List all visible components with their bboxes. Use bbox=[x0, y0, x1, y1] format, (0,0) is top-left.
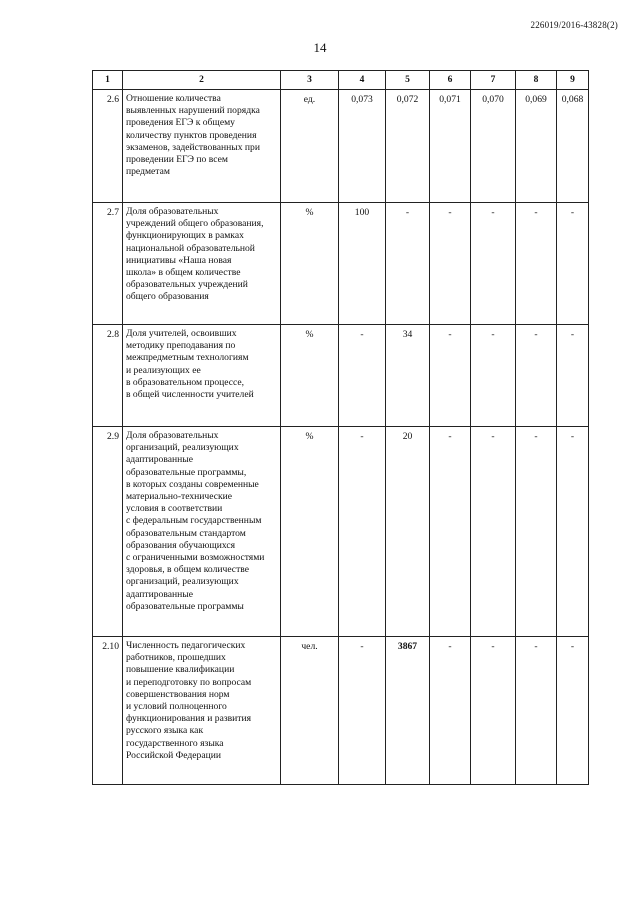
value-cell: 0,071 bbox=[430, 90, 471, 203]
value-cell: - bbox=[339, 325, 386, 427]
row-number: 2.7 bbox=[93, 203, 123, 325]
value-cell: - bbox=[557, 203, 589, 325]
column-header: 1 bbox=[93, 71, 123, 90]
column-header: 2 bbox=[123, 71, 281, 90]
page-number: 14 bbox=[313, 40, 327, 55]
value-cell: - bbox=[557, 637, 589, 785]
indicator-name: Численность педагогических работников, прошедших повышение квалификации и переподготовку по вопросам совершенствования норм и условий полноценного функционирования и развития русского языка как государственного языка Российской Федерации bbox=[123, 637, 281, 785]
unit-cell: % bbox=[281, 427, 339, 637]
column-header: 4 bbox=[339, 71, 386, 90]
column-header: 9 bbox=[557, 71, 589, 90]
unit-cell: % bbox=[281, 325, 339, 427]
value-cell: 0,070 bbox=[471, 90, 516, 203]
value-cell: - bbox=[430, 325, 471, 427]
document-id: 226019/2016-43828(2) bbox=[530, 20, 618, 30]
column-header: 5 bbox=[386, 71, 430, 90]
value-cell: - bbox=[430, 637, 471, 785]
indicator-name: Доля учителей, освоивших методику преподавания по межпредметным технологиям и реализующих ее в образовательном процессе, в общей численности учителей bbox=[123, 325, 281, 427]
value-cell: 0,072 bbox=[386, 90, 430, 203]
value-cell: 100 bbox=[339, 203, 386, 325]
table-row bbox=[93, 427, 589, 637]
value-cell: - bbox=[471, 325, 516, 427]
table-row bbox=[93, 203, 589, 325]
value-cell: - bbox=[516, 325, 557, 427]
value-cell: - bbox=[516, 203, 557, 325]
row-number: 2.9 bbox=[93, 427, 123, 637]
row-number: 2.6 bbox=[93, 90, 123, 203]
value-cell: - bbox=[339, 427, 386, 637]
table-row bbox=[93, 325, 589, 427]
column-header: 3 bbox=[281, 71, 339, 90]
value-cell: - bbox=[471, 427, 516, 637]
indicator-name: Доля образовательных учреждений общего образования, функционирующих в рамках национальной образовательной инициативы «Наша новая школа» в общем количестве образовательных учреждений общего образования bbox=[123, 203, 281, 325]
table-row bbox=[93, 637, 589, 785]
value-cell: - bbox=[471, 203, 516, 325]
value-cell: - bbox=[516, 427, 557, 637]
value-cell: - bbox=[339, 637, 386, 785]
indicator-name: Отношение количества выявленных нарушений порядка проведения ЕГЭ к общему количеству пунктов проведения экзаменов, задействованных при проведении ЕГЭ по всем предметам bbox=[123, 90, 281, 203]
indicator-name: Доля образовательных организаций, реализующих адаптированные образовательные программы, в которых созданы современные материально-технические условия в соответствии с федеральным государственным образовательным стандартом образования обучающихся с ограниченными возможностями здоровья, в общем количестве организаций, реализующих адаптированные образовательные программы bbox=[123, 427, 281, 637]
value-cell: 0,073 bbox=[339, 90, 386, 203]
row-number: 2.8 bbox=[93, 325, 123, 427]
unit-cell: % bbox=[281, 203, 339, 325]
header-row bbox=[93, 71, 589, 90]
unit-cell: чел. bbox=[281, 637, 339, 785]
row-number: 2.10 bbox=[93, 637, 123, 785]
value-cell: - bbox=[557, 427, 589, 637]
column-header: 6 bbox=[430, 71, 471, 90]
value-cell: 20 bbox=[386, 427, 430, 637]
value-cell: 0,068 bbox=[557, 90, 589, 203]
value-cell: - bbox=[430, 427, 471, 637]
value-cell: - bbox=[516, 637, 557, 785]
value-cell: - bbox=[430, 203, 471, 325]
indicators-table bbox=[92, 70, 589, 785]
column-header: 7 bbox=[471, 71, 516, 90]
value-cell: 3867 bbox=[386, 637, 430, 785]
column-header: 8 bbox=[516, 71, 557, 90]
value-cell: - bbox=[471, 637, 516, 785]
value-cell: - bbox=[557, 325, 589, 427]
unit-cell: ед. bbox=[281, 90, 339, 203]
value-cell: 34 bbox=[386, 325, 430, 427]
table-row bbox=[93, 90, 589, 203]
value-cell: 0,069 bbox=[516, 90, 557, 203]
value-cell: - bbox=[386, 203, 430, 325]
